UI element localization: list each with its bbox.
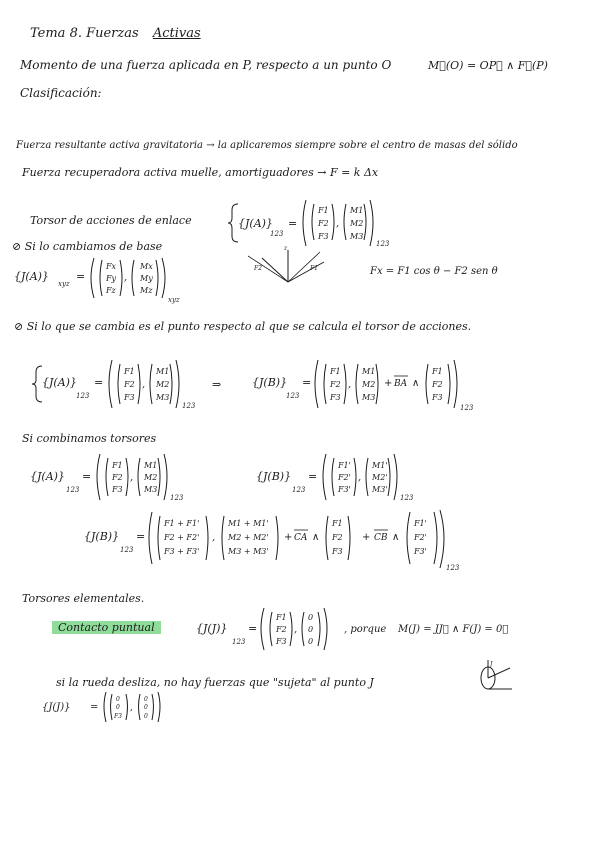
torsor-B-symbol: {J(B)} <box>256 470 292 483</box>
wedge-operator: ∧ <box>412 378 420 389</box>
f3-sum-entry: F3 + F3' <box>164 547 200 556</box>
elementary-heading: Torsores elementales. <box>22 592 145 605</box>
no-slip-torsor-equation <box>42 690 192 724</box>
zero-entry: 0 <box>144 713 148 720</box>
zero-entry: 0 <box>308 613 314 622</box>
subscript-123: 123 <box>76 392 90 400</box>
title-prefix: Tema 8. Fuerzas <box>30 26 139 41</box>
contact-highlight: Contacto puntual <box>52 621 161 634</box>
f3-prime-entry: F3' <box>414 547 427 556</box>
torsor-A-symbol: {J(A)} <box>42 376 77 389</box>
equals-sign: = <box>82 470 92 483</box>
f2-vector-line <box>262 258 288 282</box>
z-axis-label: z <box>284 245 288 252</box>
m3-entry: M3 <box>144 485 158 494</box>
no-slip-line: si la rueda desliza, no hay fuerzas que "sujeta" al punto J <box>56 676 374 689</box>
m3-entry: M3 <box>156 393 170 402</box>
torsor-A-symbol: {J(A)} <box>30 470 65 483</box>
zero-entry: 0 <box>308 625 314 634</box>
subscript-xyz: xyz <box>58 280 70 288</box>
subscript-123: 123 <box>286 392 300 400</box>
m2-entry: M2 <box>350 219 364 228</box>
plus-sign: + <box>362 532 371 543</box>
point-J-label: J <box>490 661 493 668</box>
f1-prime-entry: F1' <box>414 519 427 528</box>
f3-prime-entry: F3' <box>338 485 351 494</box>
subscript-123: 123 <box>232 638 246 646</box>
f2-entry: F2 <box>276 625 287 634</box>
vector-CB: CB <box>374 533 388 543</box>
f1-entry: F1 <box>330 367 341 376</box>
subscript-123: 123 <box>400 494 414 502</box>
subscript-123: 123 <box>376 240 390 248</box>
fz-entry: Fz <box>106 286 116 295</box>
sketch-f2-label: F2 <box>254 265 262 272</box>
f1-entry: F1 <box>332 519 343 528</box>
point-change-equation <box>36 354 496 416</box>
base-change-line: ⊘ Si lo cambiamos de base <box>12 240 163 253</box>
title <box>30 26 201 41</box>
m1-sum-entry: M1 + M1' <box>228 519 269 528</box>
f1-entry: F1 <box>276 613 287 622</box>
m1-entry: M1 <box>156 367 170 376</box>
implies-arrow: ⇒ <box>212 378 222 391</box>
circle-bullet-icon: ⊘ <box>14 320 24 333</box>
f2-entry: F2 <box>318 219 329 228</box>
torsor-J-symbol: {J(J)} <box>42 702 71 713</box>
wheel-contact-sketch <box>474 658 524 694</box>
f3-entry: F3 <box>318 232 329 241</box>
subscript-123: 123 <box>120 546 134 554</box>
mx-entry: Mx <box>140 262 153 271</box>
equals-sign: = <box>302 376 312 389</box>
m1-entry: M1 <box>350 206 364 215</box>
comma: , <box>124 272 128 283</box>
subscript-xyz: xyz <box>168 296 180 304</box>
fx-formula: Fx = F1 cos θ − F2 sen θ <box>370 266 498 277</box>
subscript-123: 123 <box>66 486 80 494</box>
comma: , <box>358 472 362 483</box>
comma: , <box>336 218 340 229</box>
m1-prime-entry: M1' <box>372 461 388 470</box>
diagonal-axis-line <box>488 668 510 678</box>
my-entry: My <box>140 274 153 283</box>
gravity-line: Fuerza resultante activa gravitatoria → la aplicaremos siempre sobre el centro de masas del sólido <box>16 140 518 151</box>
subscript-123: 123 <box>182 402 196 410</box>
comma: , <box>212 532 216 543</box>
circle-bullet-icon: ⊘ <box>12 240 22 253</box>
zero-entry: 0 <box>116 704 120 711</box>
sketch-f1-label: F1 <box>310 265 318 272</box>
m1-entry: M1 <box>144 461 158 470</box>
combine-heading: Si combinamos torsores <box>22 432 157 445</box>
porque-label: , porque <box>344 624 387 635</box>
comma: , <box>142 379 146 390</box>
equals-sign: = <box>288 217 298 230</box>
m2-sum-entry: M2 + M2' <box>228 533 269 542</box>
f2-prime-entry: F2' <box>338 473 351 482</box>
wedge-operator: ∧ <box>312 532 320 543</box>
plus-sign: + <box>284 532 293 543</box>
m3-sum-entry: M3 + M3' <box>228 547 269 556</box>
f1-sum-entry: F1 + F1' <box>164 519 200 528</box>
fy-entry: Fy <box>106 274 117 283</box>
zero-entry: 0 <box>144 696 148 703</box>
f3-entry: F3 <box>332 547 343 556</box>
f1-entry: F1 <box>318 206 329 215</box>
wedge-operator: ∧ <box>392 532 400 543</box>
torsor-B-symbol: {J(B)} <box>252 376 288 389</box>
vector-CA: CA <box>294 533 308 543</box>
f2-entry: F2 <box>432 380 443 389</box>
f2-entry: F2 <box>332 533 343 542</box>
combine-torsor-A <box>30 450 210 504</box>
fx-entry: Fx <box>106 262 117 271</box>
comma: , <box>294 624 298 635</box>
base-change-equation <box>14 256 234 306</box>
torsor-A-xyz-symbol: {J(A)} <box>14 270 49 283</box>
equals-sign: = <box>136 530 146 543</box>
point-change-line: ⊘ Si lo que se cambia es el punto respecto al que se calcula el torsor de acciones. <box>14 320 472 333</box>
vector-BA: BA <box>394 379 408 389</box>
m2-prime-entry: M2' <box>372 473 388 482</box>
m2-entry: M2 <box>156 380 170 389</box>
classification-heading: Clasificación: <box>20 86 102 100</box>
m2-entry: M2 <box>144 473 158 482</box>
spring-line: Fuerza recuperadora activa muelle, amortiguadores → F = k Δx <box>22 166 379 179</box>
combine-result-equation <box>84 506 484 574</box>
contact-heading <box>52 621 161 634</box>
f2-entry: F2 <box>330 380 341 389</box>
m3-prime-entry: M3' <box>372 485 388 494</box>
f2-sum-entry: F2 + F2' <box>164 533 200 542</box>
title-underlined-word: Activas <box>152 26 201 41</box>
comma: , <box>130 472 134 483</box>
torsor-J-symbol: {J(J)} <box>196 622 228 635</box>
torsor-A-symbol: {J(A)} <box>238 217 273 230</box>
subscript-123: 123 <box>446 564 460 572</box>
moment-formula: M⃗(O) = OP⃗ ∧ F⃗(P) <box>428 59 548 72</box>
f1-entry: F1 <box>432 367 443 376</box>
contact-torsor-equation <box>196 604 346 654</box>
f2-prime-entry: F2' <box>414 533 427 542</box>
subscript-123: 123 <box>170 494 184 502</box>
equals-sign: = <box>76 270 86 283</box>
comma: , <box>130 703 133 713</box>
mz-entry: Mz <box>140 286 153 295</box>
f3-entry: F3 <box>330 393 341 402</box>
f2-entry: F2 <box>112 473 123 482</box>
moment-definition: Momento de una fuerza aplicada en P, respecto a un punto O <box>20 58 392 72</box>
m3-entry: M3 <box>362 393 376 402</box>
force-axes-sketch <box>240 244 330 294</box>
m3-entry: M3 <box>350 232 364 241</box>
f3-entry: F3 <box>112 485 123 494</box>
equals-sign: = <box>90 702 99 713</box>
torsor-label: Torsor de acciones de enlace <box>30 214 192 227</box>
f3-entry: F3 <box>432 393 443 402</box>
f2-entry: F2 <box>124 380 135 389</box>
combine-torsor-B <box>256 450 436 504</box>
zero-entry: 0 <box>116 696 120 703</box>
f3-entry: F3 <box>114 713 122 720</box>
equals-sign: = <box>248 622 258 635</box>
m1-entry: M1 <box>362 367 376 376</box>
equals-sign: = <box>308 470 318 483</box>
f1-entry: F1 <box>124 367 135 376</box>
subscript-123: 123 <box>292 486 306 494</box>
torsor-A-subscript: 123 <box>270 230 284 238</box>
f1-prime-entry: F1' <box>338 461 351 470</box>
f1-entry: F1 <box>112 461 123 470</box>
zero-entry: 0 <box>308 637 314 646</box>
zero-entry: 0 <box>144 704 148 711</box>
f3-entry: F3 <box>124 393 135 402</box>
subscript-123: 123 <box>460 404 474 412</box>
porque-formula: M(J) = JJ⃗ ∧ F(J) = 0⃗ <box>398 624 509 635</box>
f3-entry: F3 <box>276 637 287 646</box>
torsor-B-symbol: {J(B)} <box>84 530 120 543</box>
m2-entry: M2 <box>362 380 376 389</box>
equals-sign: = <box>94 376 104 389</box>
plus-sign: + <box>384 378 393 389</box>
comma: , <box>348 379 352 390</box>
